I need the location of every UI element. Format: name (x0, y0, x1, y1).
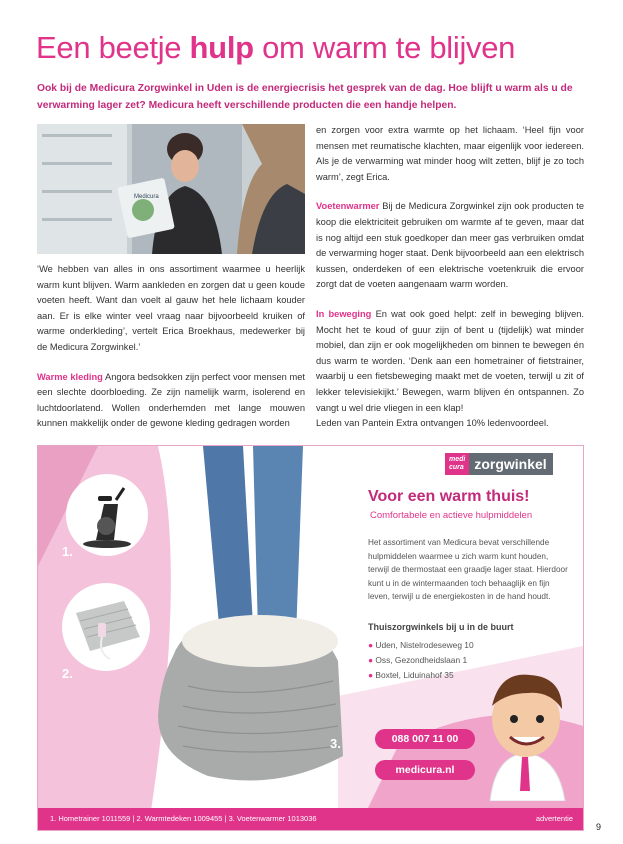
article-photo (37, 124, 305, 254)
paragraph: In beweging En wat ook goed helpt: zelf in beweging blijven. Mocht het te koud of guur zijn of bent u (tijdelijk) wat minder mobiel, dan zijn er ook mogelijkheden om binnen te bewegen én dus warm te worden. ‘Denk aan een hometrainer of fietstrainer, waarbij u een fietsbeweging maakt met de voeten, terwijl u zit of lekker televisiekijkt.’ Bewegen, warm blijven én ontspannen. Zo vangt u wel drie vliegen in een klap! (316, 308, 584, 413)
medicura-logo: medi cura zorgwinkel (445, 453, 553, 475)
paragraph: Leden van Pantein Extra ontvangen 10% ledenvoordeel. (316, 418, 549, 429)
advertisement (37, 445, 584, 831)
paragraph: ‘We hebben van alles in ons assortiment waarmee u heerlijk warm kunt blijven. Warm aankleden en zorgen dat u geen koude voeten heeft. Want dan voelt al gauw het hele lichaam kouder aan. Er is elke winter veel vraag naar bijvoorbeeld kruiken of warme onderkleding’, vertelt Erica Broekhaus, medewerker bij de Medicura Zorgwinkel.’ (37, 264, 305, 352)
page-number: 9 (596, 822, 602, 832)
location-pin-icon: ● (368, 655, 374, 665)
product-circle-1 (66, 474, 148, 556)
bag-text: Medicura (134, 194, 159, 200)
stores-list (368, 638, 474, 683)
paragraph: Warme kleding Angora bedsokken zijn perfect voor mensen met een slechte doorbloeding. Ze zijn namelijk warm, isolerend en luchtdoorlatend. Wollen onderhemden met lange mouwen kunnen makkelijk onder de gewone kleding gedragen worden (37, 371, 305, 429)
product-label-3: 3. (330, 736, 341, 751)
ad-footer-bar (38, 808, 583, 830)
website-button[interactable]: medicura.nl (375, 760, 475, 780)
mascot-illustration (470, 661, 580, 801)
exercise-bike-icon (66, 474, 148, 556)
paragraph: en zorgen voor extra warmte op het lichaam. ‘Heel fijn voor mensen met reumatische klachten, maar eigenlijk voor iedereen. Als je de verwarming wat minder hoog wilt zetten, blijf je zo toch warm’, zegt Erica. (316, 125, 584, 182)
paragraph: Voetenwarmer Bij de Medicura Zorgwinkel zijn ook producten te koop die elektriciteit gebruiken om warmte af te geven, maar dat is nog altijd een stuk goedkoper dan meer gas verbruiken omdat de verwarming hoger staat. Denk bijvoorbeeld aan een elektrisch kussen, onderdeken of een elektrische voetenkruik die ervoor zorgt dat de voeten aangenaam warm worden. (316, 201, 584, 290)
right-column (316, 123, 584, 432)
ad-headline: Voor een warm thuis! (368, 488, 530, 505)
phone-button[interactable]: 088 007 11 00 (375, 729, 475, 749)
list-item: ● Oss, Gezondheidslaan 1 (368, 655, 468, 665)
left-column (37, 262, 305, 432)
product-circle-2 (62, 583, 150, 671)
location-pin-icon: ● (368, 670, 374, 680)
article-title: Een beetje hulp om warm te blijven (36, 30, 516, 65)
list-item: ● Uden, Nistelrodeseweg 10 (368, 640, 474, 650)
ad-label: advertentie (535, 814, 573, 823)
heating-blanket-icon (62, 583, 150, 671)
article-lead: Ook bij de Medicura Zorgwinkel in Uden is de energiecrisis het gesprek van de dag. Hoe blijft u warm als u de verwarming lager zet? Medicura heeft verschillende producten die een handje helpen. (37, 83, 573, 111)
ad-subheadline: Comfortabele en actieve hulpmiddelen (370, 510, 533, 521)
product-label-2: 2. (62, 666, 73, 681)
ad-footer-products: 1. Hometrainer 1011559 | 2. Warmtedeken 1009455 | 3. Voetenwarmer 1013036 (50, 814, 317, 823)
list-item: ● Boxtel, Liduinahof 35 (368, 670, 454, 680)
product-label-1: 1. (62, 544, 73, 559)
stores-title: Thuiszorgwinkels bij u in de buurt (368, 622, 514, 632)
location-pin-icon: ● (368, 640, 374, 650)
ad-body: Het assortiment van Medicura bevat verschillende hulpmiddelen waarmee u zich warm kunt houden, terwijl de thermostaat een graadje lager staat. Hierdoor kunt u in de wintermaanden toch behaaglijk en fijn leven, terwijl u de energiekosten in de hand houdt. (368, 538, 568, 601)
